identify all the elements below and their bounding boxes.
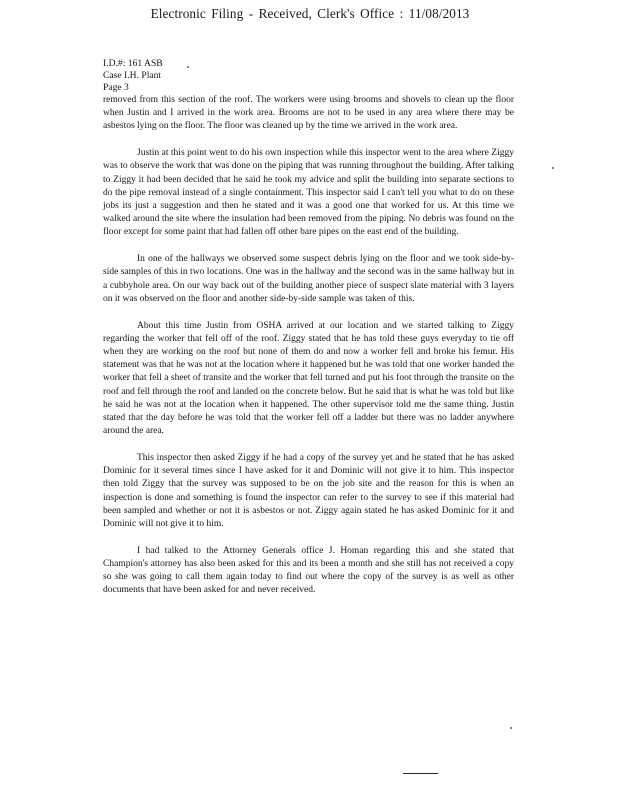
footer-rule — [403, 773, 438, 774]
scan-speck — [187, 66, 189, 68]
document-body — [103, 94, 514, 611]
filing-stamp: Electronic Filing - Received, Clerk's Office : 11/08/2013 — [150, 6, 470, 21]
scan-speck — [552, 167, 554, 169]
id-number: I.D.#: 161 ASB — [103, 58, 163, 69]
scan-speck — [510, 727, 512, 729]
paragraph-2: Justin at this point went to do his own inspection while this inspector went to the area where Ziggy was to observe the work that was done on the piping that was running throughout the building. After talking to Ziggy it had been decided that he said he took my advice and split the building into separate sections to do the pipe removal instead of a single containment. This inspector said I can't tell you what to do on these jobs its just a suggestion and then he stated and it was a good one that worked for us. At this time we walked around the site where the insulation had been removed from the piping. No debris was found on the floor except for some paint that had fallen off other bare pipes on the east end of the building. — [103, 148, 514, 238]
page-header — [103, 58, 163, 93]
page-number: Page 3 — [103, 81, 129, 93]
paragraph-3: In one of the hallways we observed some suspect debris lying on the floor and we took side-by-side samples of this in two locations. One was in the hallway and the second was in the same hallway but in a cubbyhole area. On our way back out of the building another piece of suspect slate material with 3 layers on it was observed on the floor and another side-by-side sample was taken of this. — [103, 254, 514, 304]
case-name: Case I.H. Plant — [103, 69, 162, 81]
paragraph-1: removed from this section of the roof. The workers were using brooms and shovels to clean up the floor when Justin and I arrived in the work area. Brooms are not to be used in any area where there may be asbestos lying on the floor. The floor was cleaned up by the time we arrived in the work area. — [103, 95, 514, 132]
paragraph-4: About this time Justin from OSHA arrived at our location and we started talking to Ziggy regarding the worker that fell off of the roof. Ziggy stated that he has told these guys everyday to tie off when they are working on the roof but none of them do and now a worker fell and broke his femur. His statement was that he was not at the location where it happened but he was told that one worker handed the worker that fell a sheet of transite and the worker that fell turned and put his foot through the transite on the roof and fell through the roof and landed on the concrete below. But he said that is what he was told but like he said he was not at the location when it happened. The other supervisor told me the same thing. Justin stated that the day before he was told that the worker fell off a ladder but there was no ladder anywhere around the area. — [103, 320, 514, 437]
paragraph-5: This inspector then asked Ziggy if he had a copy of the survey yet and he stated that he has asked Dominic for it several times since I have asked for it and Dominic will not give it to him. This inspector then told Ziggy that the survey was supposed to be on the job site and the reason for this is when an inspection is done and something is found the inspector can refer to the survey to see if this material had been sampled and whether or not it is asbestos or not. Ziggy again stated he has asked Dominic for it and Dominic will not give it to him. — [103, 453, 514, 530]
paragraph-6: I had talked to the Attorney Generals office J. Homan regarding this and she stated that Champion's attorney has also been asked for this and its been a month and she still has not received a copy so she was going to call them again today to find out where the copy of the survey is as well as other documents that have been asked for and never received. — [103, 545, 514, 596]
